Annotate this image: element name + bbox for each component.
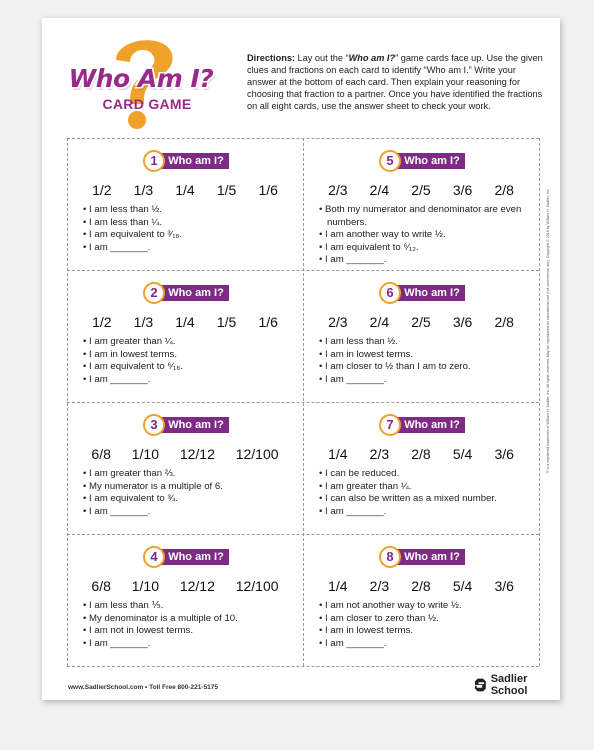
clue: • I am not another way to write ½. <box>319 600 531 613</box>
fraction-list <box>303 578 539 594</box>
fraction: 2/3 <box>328 314 348 330</box>
card-title: Who am I? <box>155 417 229 433</box>
fraction: 2/4 <box>369 182 390 198</box>
fraction: 1/4 <box>328 446 348 462</box>
fraction: 2/5 <box>411 182 431 198</box>
clue: • I can also be written as a mixed number. <box>319 493 531 506</box>
answer-blank: • I am _______. <box>319 374 531 387</box>
card-title: Who am I? <box>155 285 229 301</box>
game-logo <box>62 32 220 136</box>
fraction: 3/6 <box>494 578 514 594</box>
clue: • I am greater than ⅔. <box>83 468 295 481</box>
fraction: 5/4 <box>452 578 473 594</box>
fraction-list <box>303 314 539 330</box>
answer-blank: • I am _______. <box>319 638 531 651</box>
fraction: 1/4 <box>328 578 348 594</box>
card-badge <box>143 414 227 436</box>
clue: • I am equivalent to ¾. <box>83 493 295 506</box>
clue: • I am another way to write ½. <box>319 229 531 242</box>
fraction: 12/100 <box>235 446 279 462</box>
clue: • I am less than ½. <box>319 336 531 349</box>
brand-name: Sadlier School <box>490 673 528 697</box>
card-number: 2 <box>143 282 165 304</box>
card-title: Who am I? <box>391 153 465 169</box>
card-number: 5 <box>379 150 401 172</box>
card-number: 4 <box>143 546 165 568</box>
cut-line <box>67 666 539 667</box>
answer-blank: • I am _______. <box>319 506 531 519</box>
card-badge <box>143 282 227 304</box>
card-6 <box>303 270 539 402</box>
card-badge <box>379 414 463 436</box>
card-number: 1 <box>143 150 165 172</box>
card-badge <box>143 150 227 172</box>
clue: • I am less than ½. <box>83 204 295 217</box>
fraction-list <box>303 182 539 198</box>
fraction: 2/3 <box>328 182 348 198</box>
logo-subtitle: CARD GAME <box>102 96 192 112</box>
clue: • I am greater than ¼. <box>83 336 295 349</box>
card-title: Who am I? <box>155 549 229 565</box>
answer-blank: • I am _______. <box>319 254 531 267</box>
sadlier-logo-icon <box>474 677 487 693</box>
footer-contact: www.SadlierSchool.com • Toll Free 800-221-5175 <box>68 684 219 691</box>
card-title: Who am I? <box>391 285 465 301</box>
card-badge <box>379 150 463 172</box>
answer-blank: • I am _______. <box>83 638 295 651</box>
clue: • I am less than ¼. <box>83 217 295 230</box>
card-badge <box>143 546 227 568</box>
clue: • Both my numerator and denominator are even numbers. <box>319 204 531 229</box>
fraction: 2/8 <box>494 182 514 198</box>
fraction-list <box>303 446 539 462</box>
clue: • My denominator is a multiple of 10. <box>83 613 295 626</box>
card-title: Who am I? <box>155 153 229 169</box>
brand-logo <box>474 673 560 697</box>
fraction: 2/3 <box>369 578 390 594</box>
clue-list <box>83 204 295 254</box>
clue-list <box>83 600 295 650</box>
clue-list <box>319 468 531 518</box>
card-title: Who am I? <box>391 549 465 565</box>
cut-line <box>539 138 540 666</box>
fraction: 12/12 <box>179 578 215 594</box>
clue-list <box>319 204 531 267</box>
card-badge <box>379 282 463 304</box>
fraction: 1/10 <box>131 578 159 594</box>
card-2 <box>67 270 303 402</box>
card-number: 7 <box>379 414 401 436</box>
card-title: Who am I? <box>391 417 465 433</box>
fraction: 1/10 <box>131 446 159 462</box>
directions-game-name: Who am I? <box>348 53 396 63</box>
fraction: 1/3 <box>133 182 154 198</box>
clue-list <box>83 468 295 518</box>
clue: • I am in lowest terms. <box>319 625 531 638</box>
fraction: 1/4 <box>175 314 195 330</box>
answer-blank: • I am _______. <box>83 374 295 387</box>
fraction: 3/6 <box>452 182 473 198</box>
clue-list <box>319 600 531 650</box>
fraction: 3/6 <box>452 314 473 330</box>
clue-list <box>319 336 531 386</box>
fraction: 1/2 <box>92 182 112 198</box>
fraction-list <box>67 446 303 462</box>
card-5 <box>303 138 539 270</box>
directions-text-after: ” game cards face up. Use the given clues and fractions on each card to identify “Who am I.” Write your answer at the bottom of each card. Then explain your reasoning for choosing that fraction to a partner. Once you have identified the fractions on all eight cards, use the answer sheet to check your work. <box>247 53 543 111</box>
fraction: 6/8 <box>91 446 111 462</box>
directions-label: Directions: <box>247 53 295 63</box>
clue: • I am greater than ¼. <box>319 481 531 494</box>
fraction: 12/100 <box>235 578 279 594</box>
clue: • My numerator is a multiple of 6. <box>83 481 295 494</box>
fraction: 2/3 <box>369 446 390 462</box>
fraction: 12/12 <box>179 446 215 462</box>
fraction: 5/4 <box>452 446 473 462</box>
fraction: 1/3 <box>133 314 154 330</box>
fraction: 2/8 <box>411 446 431 462</box>
fraction: 1/5 <box>216 314 237 330</box>
clue: • I am not in lowest terms. <box>83 625 295 638</box>
card-number: 8 <box>379 546 401 568</box>
clue: • I am equivalent to ⁶⁄₁₈. <box>83 361 295 374</box>
fraction: 3/6 <box>494 446 514 462</box>
fraction: 1/4 <box>175 182 195 198</box>
card-number: 6 <box>379 282 401 304</box>
fraction-list <box>67 182 303 198</box>
fraction: 6/8 <box>91 578 111 594</box>
directions-text-before: Lay out the “ <box>295 53 349 63</box>
card-grid <box>67 138 539 666</box>
card-1 <box>67 138 303 270</box>
card-3 <box>67 402 303 534</box>
worksheet-page <box>42 18 560 700</box>
clue: • I am less than ⅕. <box>83 600 295 613</box>
card-number: 3 <box>143 414 165 436</box>
clue: • I am in lowest terms. <box>319 349 531 362</box>
card-8 <box>303 534 539 666</box>
answer-blank: • I am _______. <box>83 242 295 255</box>
fraction: 2/8 <box>494 314 514 330</box>
fraction: 1/2 <box>92 314 112 330</box>
clue: • I am equivalent to ³⁄₁₈. <box>83 229 295 242</box>
logo-title: Who Am I? <box>68 64 214 93</box>
clue: • I can be reduced. <box>319 468 531 481</box>
clue: • I am in lowest terms. <box>83 349 295 362</box>
fraction: 2/4 <box>369 314 390 330</box>
fraction: 2/8 <box>411 578 431 594</box>
clue: • I am equivalent to ⁶⁄₁₂. <box>319 242 531 255</box>
card-badge <box>379 546 463 568</box>
answer-blank: • I am _______. <box>83 506 295 519</box>
fraction-list <box>67 578 303 594</box>
directions-text <box>247 52 547 112</box>
fraction: 1/6 <box>258 182 278 198</box>
fraction: 1/6 <box>258 314 278 330</box>
clue-list <box>83 336 295 386</box>
fraction: 1/5 <box>216 182 237 198</box>
clue: • I am closer to ½ than I am to zero. <box>319 361 531 374</box>
card-4 <box>67 534 303 666</box>
fraction-list <box>67 314 303 330</box>
card-7 <box>303 402 539 534</box>
copyright-note: ® is a registered trademark of William H. Sadlier, Inc. All rights reserved. May be reproduced for educational use (not commercial use). Copyright © 2016 by William H. Sadlier, Inc. <box>546 188 550 473</box>
clue: • I am closer to zero than ½. <box>319 613 531 626</box>
fraction: 2/5 <box>411 314 431 330</box>
